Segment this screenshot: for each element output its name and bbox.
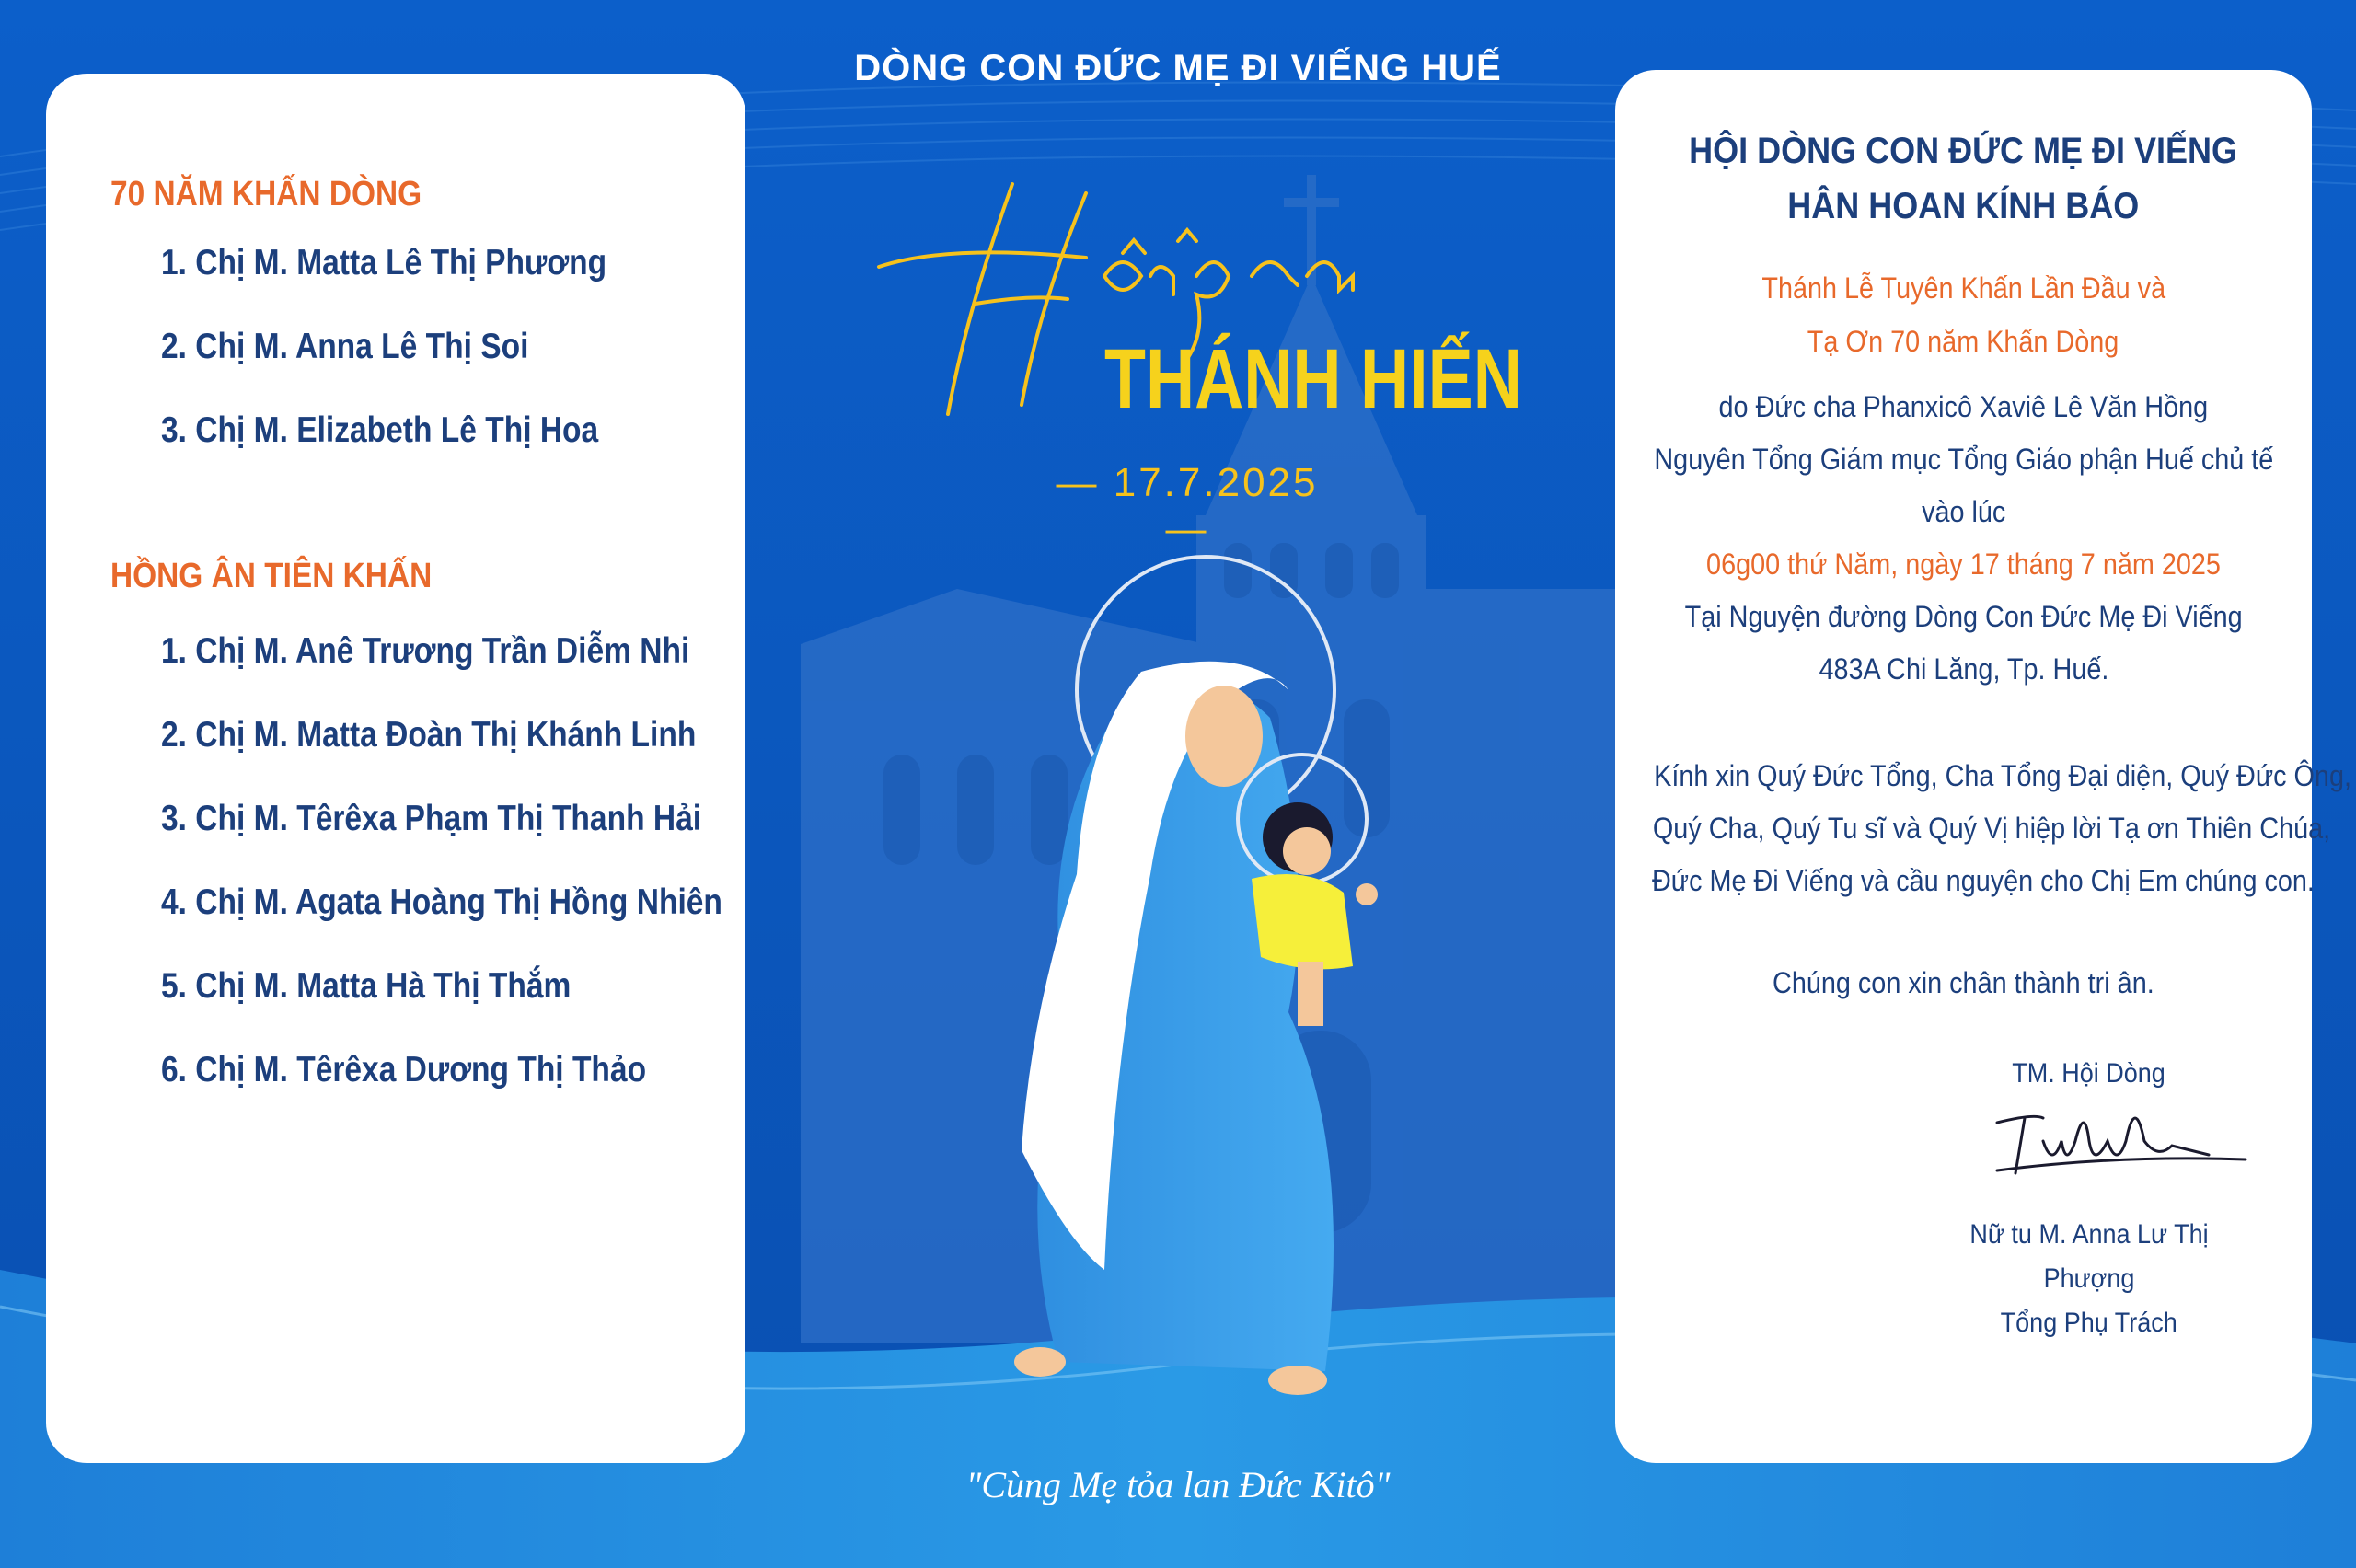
slogan: "Cùng Mẹ tỏa lan Đức Kitô" (965, 1464, 1391, 1505)
list-item: 2. Chị M. Matta Đoàn Thị Khánh Linh (161, 715, 697, 755)
list-item: 4. Chị M. Agata Hoàng Thị Hồng Nhiên (161, 882, 722, 922)
sign-label: TM. Hội Dòng (2012, 1058, 2166, 1089)
heading-line-1: HỘI DÒNG CON ĐỨC MẸ ĐI VIẾNG (1689, 131, 2238, 171)
invite-line-2: Quý Cha, Quý Tu sĩ và Quý Vị hiệp lời Tạ ơn Thiên Chúa, (1652, 812, 2331, 845)
celebrant-line-2: Nguyên Tổng Giám mục Tổng Giáo phận Huế chủ tế (1654, 443, 2273, 476)
list-item: 2. Chị M. Anna Lê Thị Soi (161, 327, 529, 366)
invitation-text (1615, 750, 2351, 907)
invite-line-3: Đức Mẹ Đi Viếng và cầu nguyện cho Chị Em chúng con. (1651, 864, 2315, 897)
section-title-70-years: 70 NĂM KHẤN DÒNG (110, 175, 422, 213)
celebrant-line-3: vào lúc (1921, 495, 2006, 528)
event-date-text: 17.7.2025 (1113, 460, 1319, 505)
event-line-2: Tạ Ơn 70 năm Khấn Dòng (1807, 325, 2119, 358)
celebrant-line-1: do Đức cha Phanxicô Xaviê Lê Văn Hồng (1718, 390, 2209, 423)
event-line-1: Thánh Lễ Tuyên Khấn Lần Đầu và (1761, 271, 2165, 305)
section-title-first-vows: HỒNG ÂN TIÊN KHẤN (110, 557, 433, 595)
celebrant-info (1615, 381, 2312, 696)
announcement-heading (1615, 123, 2312, 234)
main-title: THÁNH HIẾN (1104, 332, 1522, 426)
place-line-1: Tại Nguyện đường Dòng Con Đức Mẹ Đi Viếng (1684, 600, 2243, 633)
list-item: 3. Chị M. Têrêxa Phạm Thị Thanh Hải (161, 799, 702, 838)
list-item: 5. Chị M. Matta Hà Thị Thắm (161, 966, 572, 1006)
event-description (1615, 261, 2312, 368)
invite-line-1: Kính xin Quý Đức Tổng, Cha Tổng Đại diện, Quý Đức Ông, (1654, 759, 2351, 792)
signature (1979, 1104, 2255, 1187)
thanks-line (1615, 957, 2312, 1009)
list-70-years (161, 221, 679, 472)
event-time: 06g00 thứ Năm, ngày 17 tháng 7 năm 2025 (1706, 548, 2221, 581)
signer-name: Nữ tu M. Anna Lư Thị Phượng (1969, 1219, 2209, 1294)
header-title: DÒNG CON ĐỨC MẸ ĐI VIẾNG HUẾ (854, 48, 1502, 88)
heading-line-2: HÂN HOAN KÍNH BÁO (1787, 186, 2140, 226)
thanks-text: Chúng con xin chân thành tri ân. (1773, 966, 2154, 999)
signer-info (1914, 1213, 2264, 1345)
place-line-2: 483A Chi Lăng, Tp. Huế. (1819, 652, 2108, 686)
list-first-vows (161, 609, 814, 1112)
list-item: 1. Chị M. Matta Lê Thị Phương (161, 243, 607, 282)
list-item: 3. Chị M. Elizabeth Lê Thị Hoa (161, 410, 599, 450)
signer-title: Tổng Phụ Trách (2000, 1308, 2178, 1338)
list-item: 6. Chị M. Têrêxa Dương Thị Thảo (161, 1050, 647, 1090)
event-date: — 17.7.2025 — (1056, 460, 1319, 551)
signature-label (1914, 1058, 2264, 1090)
list-item: 1. Chị M. Anê Trương Trần Diễm Nhi (161, 631, 690, 671)
